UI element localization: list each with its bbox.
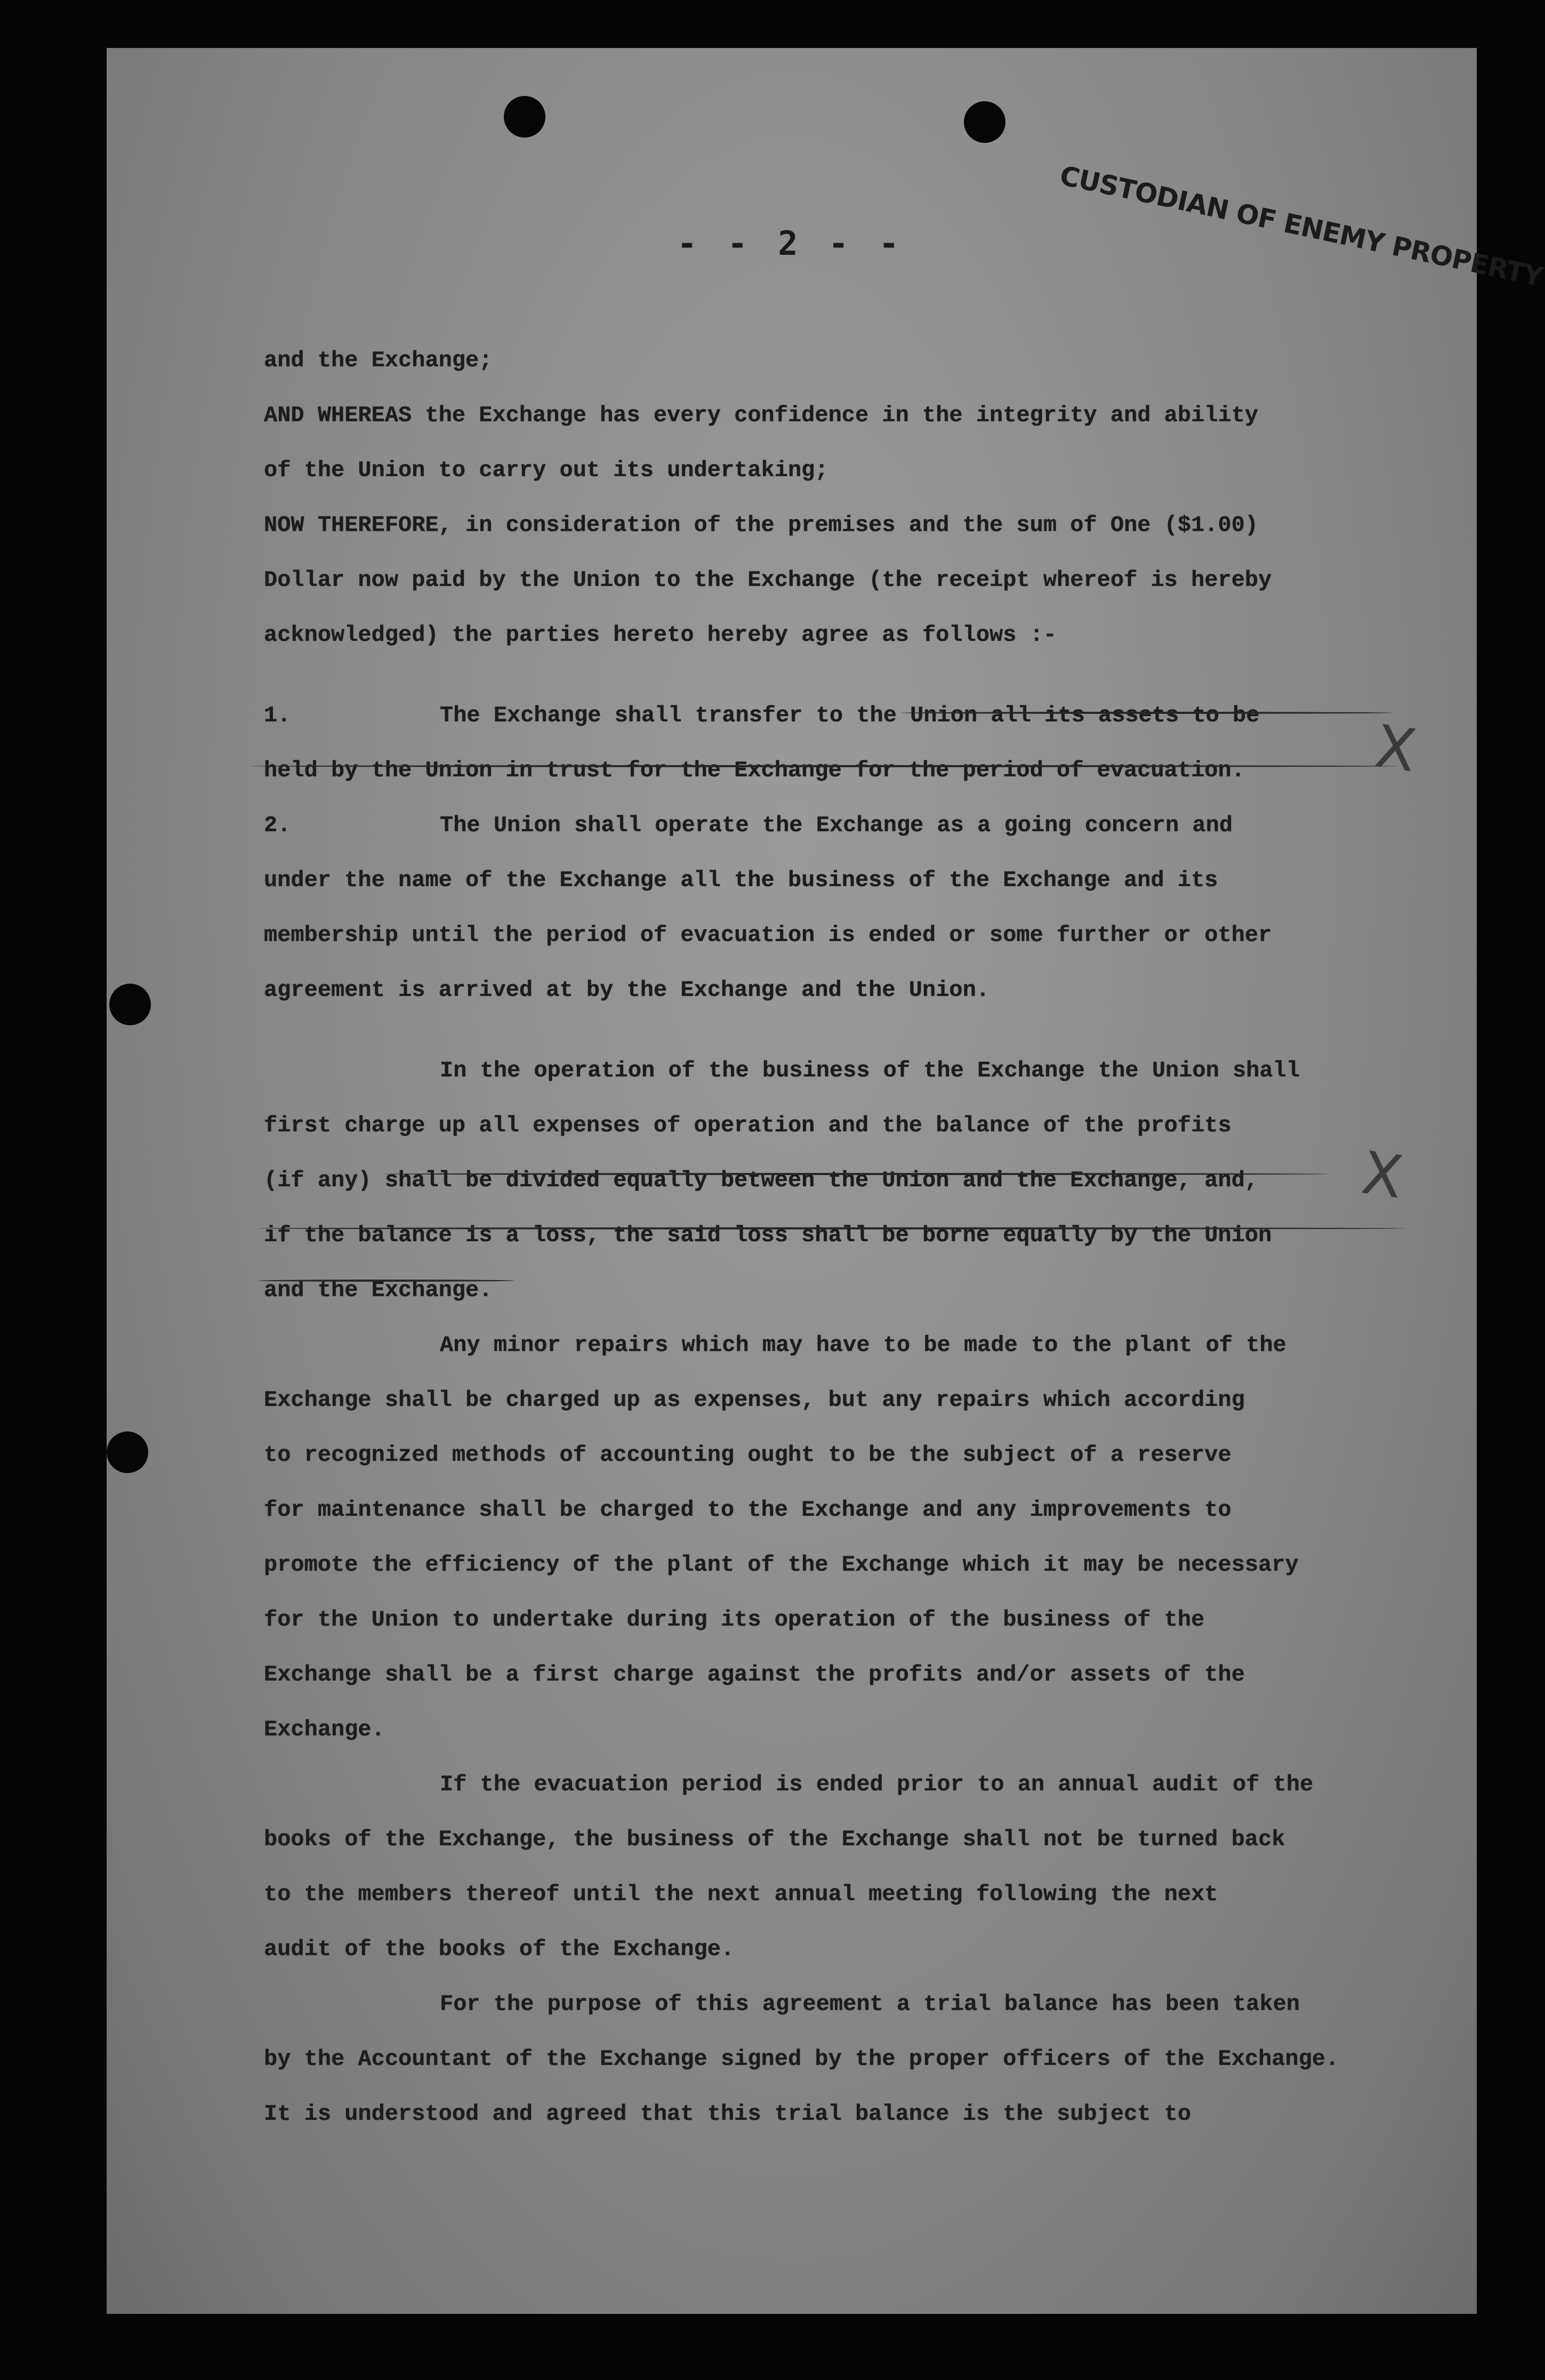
text-line: AND WHEREAS the Exchange has every confidence in the integrity and ability <box>264 403 1259 428</box>
clause-number: 1. <box>264 703 291 728</box>
pen-underline <box>251 765 1397 767</box>
text-line: agreement is arrived at by the Exchange and the Union. <box>264 977 990 1003</box>
margin-mark: X <box>1357 1138 1407 1212</box>
paragraph-first-line: Any minor repairs which may have to be made to the plant of the <box>440 1332 1286 1358</box>
text-line: It is understood and agreed that this trial balance is the subject to <box>264 2101 1192 2127</box>
document-page <box>107 48 1545 2314</box>
text-line: held by the Union in trust for the Exchange for the period of evacuation. <box>264 758 1245 783</box>
text-line: (if any) shall be divided equally between the Union and the Exchange, and, <box>264 1168 1259 1193</box>
text-line: audit of the books of the Exchange. <box>264 1936 735 1962</box>
pen-underline <box>259 1280 514 1282</box>
text-line: by the Accountant of the Exchange signed by the proper officers of the Exchange. <box>264 2046 1339 2072</box>
text-line: to recognized methods of accounting ought to be the subject of a reserve <box>264 1442 1232 1468</box>
text-line: under the name of the Exchange all the business of the Exchange and its <box>264 867 1218 893</box>
page-number: - - 2 - - <box>677 224 904 263</box>
text-line: books of the Exchange, the business of the Exchange shall not be turned back <box>264 1827 1285 1852</box>
paragraph-first-line: In the operation of the business of the Exchange the Union shall <box>440 1058 1300 1083</box>
punch-hole <box>109 984 151 1025</box>
text-line: first charge up all expenses of operation and the balance of the profits <box>264 1113 1232 1138</box>
margin-mark: X <box>1371 712 1420 785</box>
text-line: and the Exchange. <box>264 1277 493 1303</box>
custodian-stamp: CUSTODIAN OF ENEMY PROPERTY <box>1057 160 1545 293</box>
text-line: of the Union to carry out its undertaking; <box>264 457 828 483</box>
text-line: membership until the period of evacuation is ended or some further or other <box>264 922 1272 948</box>
text-line: Dollar now paid by the Union to the Exchange (the receipt whereof is hereby <box>264 567 1272 593</box>
document-body <box>264 333 1469 2142</box>
text-line: to the members thereof until the next annual meeting following the next <box>264 1882 1218 1907</box>
text-line: NOW THEREFORE, in consideration of the premises and the sum of One ($1.00) <box>264 512 1259 538</box>
paragraph-first-line: For the purpose of this agreement a trial balance has been taken <box>440 1991 1300 2017</box>
paragraph-first-line: If the evacuation period is ended prior to an annual audit of the <box>440 1772 1314 1797</box>
text-line: and the Exchange; <box>264 348 493 373</box>
text-line: promote the efficiency of the plant of the Exchange which it may be necessary <box>264 1552 1299 1578</box>
text-line: Exchange shall be charged up as expenses, but any repairs which according <box>264 1387 1245 1413</box>
pen-underline <box>384 1173 1327 1175</box>
punch-hole <box>964 101 1005 143</box>
text-line: Exchange. <box>264 1717 385 1742</box>
text-line: if the balance is a loss, the said loss shall be borne equally by the Union <box>264 1223 1272 1248</box>
clause-1 <box>264 688 1469 743</box>
text-line: acknowledged) the parties hereto hereby agree as follows :- <box>264 622 1057 648</box>
clause-2 <box>264 798 1469 853</box>
punch-hole <box>504 96 545 138</box>
text-line: for the Union to undertake during its operation of the business of the <box>264 1607 1205 1633</box>
pen-underline <box>901 712 1391 714</box>
pen-underline <box>259 1227 1405 1229</box>
punch-hole <box>107 1432 148 1473</box>
clause-number: 2. <box>264 813 291 838</box>
text-line: for maintenance shall be charged to the Exchange and any improvements to <box>264 1497 1232 1523</box>
clause-text: The Exchange shall transfer to the Union all its assets to be <box>440 703 1260 728</box>
clause-text: The Union shall operate the Exchange as a going concern and <box>440 813 1233 838</box>
text-line: Exchange shall be a first charge against the profits and/or assets of the <box>264 1662 1245 1687</box>
